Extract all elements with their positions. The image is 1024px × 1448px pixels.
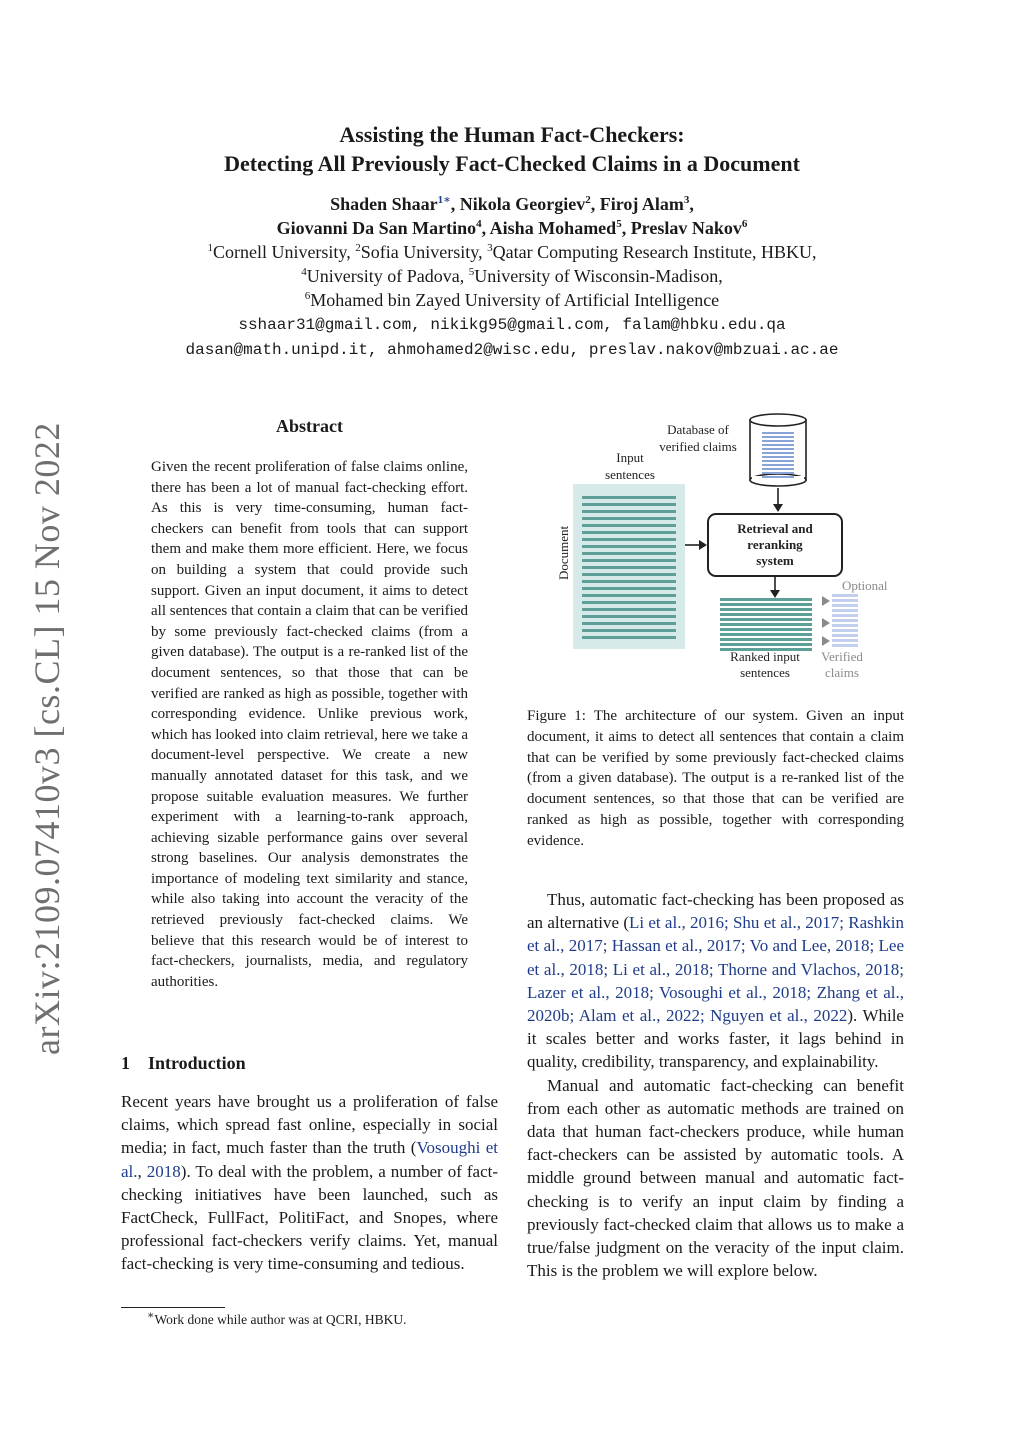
paragraph (527, 888, 904, 1074)
intro-text: ). To deal with the problem, a number of fact-checking initiatives have been launched, such as FactCheck, FullFact, PolitiFact, and Snopes, where professional fact-checkers verify claims. Yet, manual fact-checking is very time-consuming and tedious. (121, 1161, 498, 1274)
sentence-line (762, 440, 794, 442)
section-heading-introduction (121, 1053, 246, 1074)
sentence-line (762, 476, 794, 478)
section-number: 1 (121, 1053, 130, 1073)
sentence-line (582, 629, 676, 632)
sentence-line (832, 639, 858, 642)
affiliation-line-2: $^4$University of Padova, $^5$University of Wisconsin-Madison, (301, 266, 723, 286)
sentence-line (762, 472, 794, 474)
emails-line-2: dasan@math.unipd.it, ahmohamed2@wisc.edu, preslav.nakov@mbzuai.ac.ae (185, 341, 839, 359)
affil-mark: 5 (468, 266, 475, 278)
sentence-line (720, 598, 812, 601)
sentence-line (832, 614, 858, 617)
sentence-line (762, 432, 794, 434)
footnote (147, 1309, 407, 1328)
author-name: Shaden Shaar (330, 194, 438, 214)
ranked-sentences (720, 598, 812, 651)
text: Thus, automatic fact-checking has been proposed as an alternative ( (527, 890, 904, 933)
sentence-line (720, 633, 812, 636)
author-name: Firoj Alam (599, 194, 684, 214)
sentence-line (762, 456, 794, 458)
citation-list[interactable]: Li et al., 2016; Shu et al., 2017; Rashkin et al., 2017; Hassan et al., 2017; Vo and Lee, 2018; Lee et al., 2018; Li et al., 2018; Thorne and Vlachos, 2018; Lazer et al., 2018; Vosoughi et al., 2018; Zhang et al., 2020b; Alam et al., 2022; Nguyen et al., 2022 (527, 913, 904, 1026)
sentence-line (832, 629, 858, 632)
intro-text: Recent years have brought us a proliferation of false claims, which spread fast online, especially in social media; in fact, much faster than the truth ( (121, 1092, 498, 1158)
footnote-text: Work done while author was at QCRI, HBKU. (154, 1312, 407, 1327)
sentence-line (582, 573, 676, 576)
sentence-line (720, 618, 812, 621)
sentence-line (582, 615, 676, 618)
section-title: Introduction (148, 1053, 246, 1073)
affiliation-line-3 (0, 288, 1024, 312)
sentence-line (720, 638, 812, 641)
sentence-line (582, 601, 676, 604)
input-label-1: Input (616, 450, 644, 465)
sentence-line (720, 623, 812, 626)
sentence-line (762, 460, 794, 462)
arrowhead-right-icon (822, 636, 830, 646)
system-label-3: system (756, 553, 794, 568)
text: ). While it scales better and works faster, it lags behind in quality, credibility, transparency, and explainability. (527, 1006, 904, 1072)
sentence-line (762, 448, 794, 450)
sentence-line (582, 531, 676, 534)
sentence-line (762, 464, 794, 466)
author-name: Nikola Georgiev (459, 194, 586, 214)
sentence-line (832, 609, 858, 612)
author-line-2: Giovanni Da San Martino$^4$, Aisha Mohamed$^5$, Preslav Nakov$^6$ (276, 218, 748, 238)
affil-mark: 2 (355, 242, 361, 254)
sentence-line (720, 603, 812, 606)
ranked-label-1: Ranked input (730, 649, 800, 664)
sentence-line (582, 608, 676, 611)
figure-architecture (540, 410, 910, 700)
affil-mark: 3 (487, 242, 493, 254)
verified-label-2: claims (825, 665, 859, 680)
author-mark: 6 (741, 218, 748, 230)
sentence-line (582, 594, 676, 597)
sentence-line (582, 622, 676, 625)
affil-mark: 4 (301, 266, 307, 278)
system-label-2: reranking (747, 537, 803, 552)
footnote-mark: ∗ (147, 1309, 155, 1322)
author-line-1: Shaden Shaar$^{1∗}$, Nikola Georgiev$^2$, Firoj Alam$^3$, (330, 194, 694, 214)
sentence-line (582, 566, 676, 569)
sentence-line (582, 580, 676, 583)
sentence-line (832, 599, 858, 602)
sentence-line (832, 594, 858, 597)
abstract-text: Given the recent proliferation of false claims online, there has been a lot of manual fact-checking effort. As this is very time-consuming, human fact-checkers can benefit from tools that can support them and make them more efficient. Here, we focus on building a system that could provide such support. Given an input document, it aims to detect all sentences that contain a claim that can be verified by some previously fact-checked claims (from a given database). The output is a re-ranked list of the document sentences, so that those that can be verified are ranked as high as possible, together with corresponding evidence. Unlike previous work, which has looked into claim retrieval, here we take a document-level perspective. We create a new manually annotated dataset for this task, and we propose suitable evaluation measures. We further experiment with a learning-to-rank approach, achieving sizable performance gains over several strong baselines. Our analysis demonstrates the importance of modeling text similarity and stance, while also taking into account the veracity of the retrieved previously fact-checked claims. We believe that this research would be of interest to fact-checkers, journalists, media, and regulatory authorities. (151, 459, 468, 990)
intro-paragraph (121, 1090, 498, 1276)
sentence-line (582, 587, 676, 590)
ranked-label-2: sentences (740, 665, 790, 680)
affil-name: Qatar Computing Research Institute, HBKU (492, 242, 813, 262)
author-mark: 2 (585, 194, 591, 206)
arrowhead-down-icon (773, 504, 783, 512)
verified-claims (832, 594, 858, 647)
sentence-line (762, 468, 794, 470)
author-mark[interactable]: 1∗ (437, 194, 451, 206)
figure-caption: Figure 1: The architecture of our system. Given an input document, it aims to detect all sentences that contain a claim that can be verified by some previously fact-checked claims (from a given database). The output is a re-ranked list of the document sentences, so that those that can be verified are ranked as high as possible, together with corresponding evidence. (527, 708, 904, 849)
sentence-line (832, 604, 858, 607)
sentence-line (582, 545, 676, 548)
author-mark: 4 (476, 218, 482, 230)
paper-title-line2: Detecting All Previously Fact-Checked Claims in a Document (224, 151, 800, 176)
sentence-line (582, 496, 676, 499)
sentence-line (582, 636, 676, 639)
database-label-1: Database of (667, 422, 729, 437)
arrowhead-down-icon (770, 590, 780, 598)
database-label-2: verified claims (659, 439, 737, 454)
document-label: Document (556, 525, 571, 580)
affil-mark: 6 (304, 290, 311, 302)
arxiv-watermark: arXiv:2109.07410v3 [cs.CL] 15 Nov 2022 (27, 422, 67, 1055)
abstract-heading: Abstract (276, 416, 343, 436)
paper-title-line1: Assisting the Human Fact-Checkers: (339, 122, 685, 147)
input-label-2: sentences (605, 467, 655, 482)
document-lines (582, 496, 676, 639)
optional-label: Optional (842, 578, 888, 593)
sentence-line (720, 608, 812, 611)
sentence-line (582, 552, 676, 555)
citation-link[interactable]: Vosoughi et al., 2018 (121, 1138, 498, 1181)
affil-name: Sofia University (360, 242, 479, 262)
verified-label-1: Verified (821, 649, 863, 664)
arrowhead-right-icon (822, 596, 830, 606)
affiliation-line-1: $^1$Cornell University, $^2$Sofia University, $^3$Qatar Computing Research Institute, HBKU, (207, 242, 817, 262)
arrowhead-right-icon (822, 618, 830, 628)
sentence-line (762, 444, 794, 446)
sentence-line (762, 436, 794, 438)
sentence-line (832, 634, 858, 637)
affil-mark: 1 (207, 242, 213, 254)
sentence-line (582, 538, 676, 541)
author-name: Aisha Mohamed (489, 218, 617, 238)
optional-arrows (822, 596, 830, 646)
sentence-line (832, 619, 858, 622)
emails-line-1: sshaar31@gmail.com, nikikg95@gmail.com, falam@hbku.edu.qa (238, 316, 786, 334)
sentence-line (582, 559, 676, 562)
system-label-1: Retrieval and (737, 521, 813, 536)
sentence-line (720, 628, 812, 631)
author-mark: 5 (616, 218, 622, 230)
sentence-line (582, 503, 676, 506)
footnote-rule (121, 1307, 225, 1308)
paragraph: Manual and automatic fact-checking can benefit from each other as automatic methods are trained on data that human fact-checkers produce, while human fact-checkers can be assisted by automatic tools. A middle ground between manual and automatic fact-checking is to verify an input claim by finding a previously fact-checked claim that allows us to make a true/false judgment on the veracity of the input claim. This is the problem we will explore below. (527, 1075, 904, 1281)
affil-name: Mohamed bin Zayed University of Artificial Intelligence (310, 290, 720, 310)
arrowhead-right-icon (699, 540, 707, 550)
sentence-line (582, 517, 676, 520)
sentence-line (832, 644, 858, 647)
affil-name: Cornell University (212, 242, 347, 262)
sentence-line (582, 510, 676, 513)
sentence-line (582, 524, 676, 527)
author-name: Giovanni Da San Martino (276, 218, 477, 238)
sentence-line (832, 624, 858, 627)
database-cylinder-icon (750, 414, 806, 486)
sentence-line (720, 643, 812, 646)
sentence-line (720, 613, 812, 616)
sentence-line (762, 452, 794, 454)
affil-name: University of Wisconsin-Madison (474, 266, 719, 286)
author-mark: 3 (683, 194, 690, 206)
affil-name: University of Padova (306, 266, 460, 286)
author-name: Preslav Nakov (630, 218, 742, 238)
right-column-text (527, 888, 904, 1282)
